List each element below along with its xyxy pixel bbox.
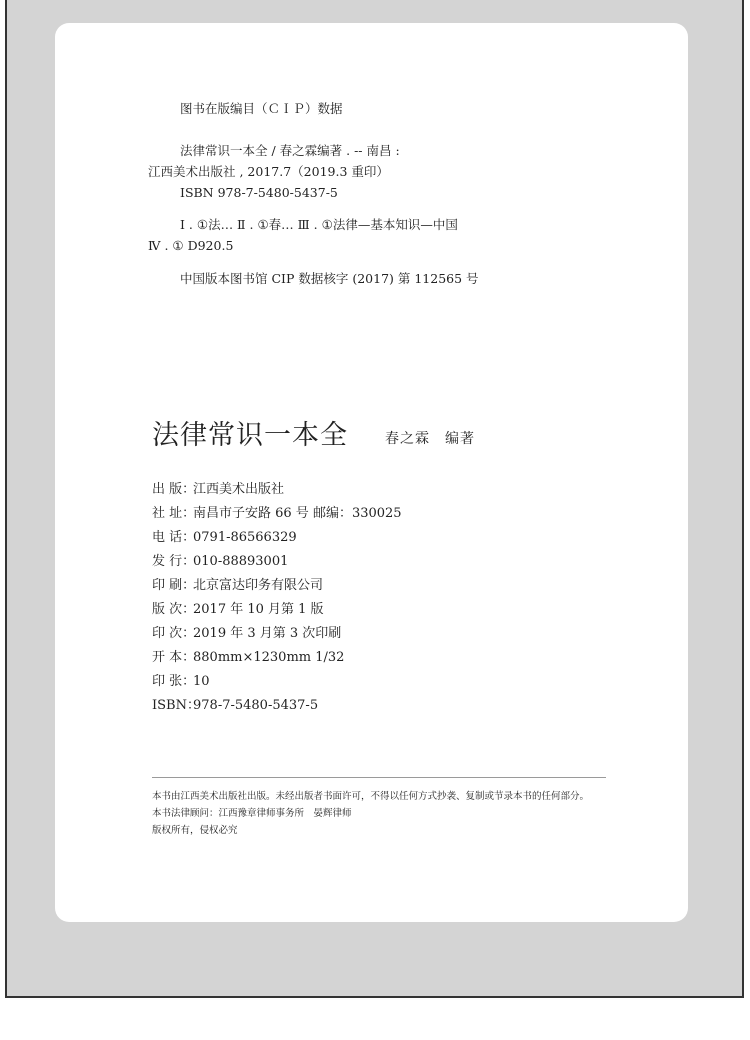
info-key: 印 刷：: [152, 578, 196, 593]
info-value: 南昌市子安路 66 号 邮编：330025: [193, 506, 402, 521]
info-row: [152, 646, 344, 665]
info-value: 2017 年 10 月第 1 版: [193, 602, 324, 617]
info-value: 2019 年 3 月第 3 次印刷: [193, 626, 342, 641]
info-value: 江西美术出版社: [193, 482, 285, 497]
info-row: [152, 478, 284, 497]
footer-line-3: 版权所有，侵权必究: [152, 825, 238, 836]
info-row: [152, 574, 323, 593]
cip-line-4: Ⅰ . ①法… Ⅱ . ①春… Ⅲ . ①法律—基本知识—中国: [180, 217, 458, 232]
cip-line-6: 中国版本图书馆 CIP 数据核字 (2017) 第 112565 号: [180, 271, 479, 286]
info-row: [152, 598, 324, 617]
info-row: [152, 502, 402, 521]
info-value: 010-88893001: [193, 554, 289, 569]
footer-divider: [152, 777, 606, 778]
info-key: ISBN：: [152, 698, 200, 713]
cip-heading: 图书在版编目（ＣＩＰ）数据: [180, 101, 343, 116]
info-row: [152, 670, 210, 689]
info-value: 10: [193, 674, 210, 689]
info-key: 发 行：: [152, 554, 196, 569]
info-row: [152, 694, 318, 713]
book-author: 春之霖 编著: [385, 431, 475, 447]
info-key: 开 本：: [152, 650, 196, 665]
cip-line-5: Ⅳ . ① D920.5: [148, 238, 234, 253]
copyright-footer: [152, 788, 589, 839]
footer-line-2: 本书法律顾问：江西豫章律师事务所 晏辉律师: [152, 808, 352, 819]
cip-line-2: 江西美术出版社 , 2017.7（2019.3 重印）: [148, 164, 389, 179]
cip-line-1: 法律常识一本全 / 春之霖编著 . -- 南昌 :: [180, 143, 400, 158]
info-value: 北京富达印务有限公司: [193, 578, 324, 593]
info-row: [152, 526, 297, 545]
info-key: 出 版：: [152, 482, 196, 497]
info-row: [152, 550, 288, 569]
info-value: 880mm×1230mm 1/32: [193, 650, 345, 665]
info-key: 电 话：: [152, 530, 196, 545]
cip-line-3: ISBN 978-7-5480-5437-5: [180, 185, 338, 200]
info-key: 印 次：: [152, 626, 196, 641]
info-value: 978-7-5480-5437-5: [193, 698, 319, 713]
info-key: 印 张：: [152, 674, 196, 689]
info-value: 0791-86566329: [193, 530, 297, 545]
info-key: 版 次：: [152, 602, 196, 617]
book-title: 法律常识一本全: [152, 420, 348, 451]
info-key: 社 址：: [152, 506, 196, 521]
document-page: [55, 23, 688, 922]
info-row: [152, 622, 341, 641]
footer-line-1: 本书由江西美术出版社出版。未经出版者书面许可，不得以任何方式抄袭、复制或节录本书的任何部分。: [152, 791, 590, 802]
